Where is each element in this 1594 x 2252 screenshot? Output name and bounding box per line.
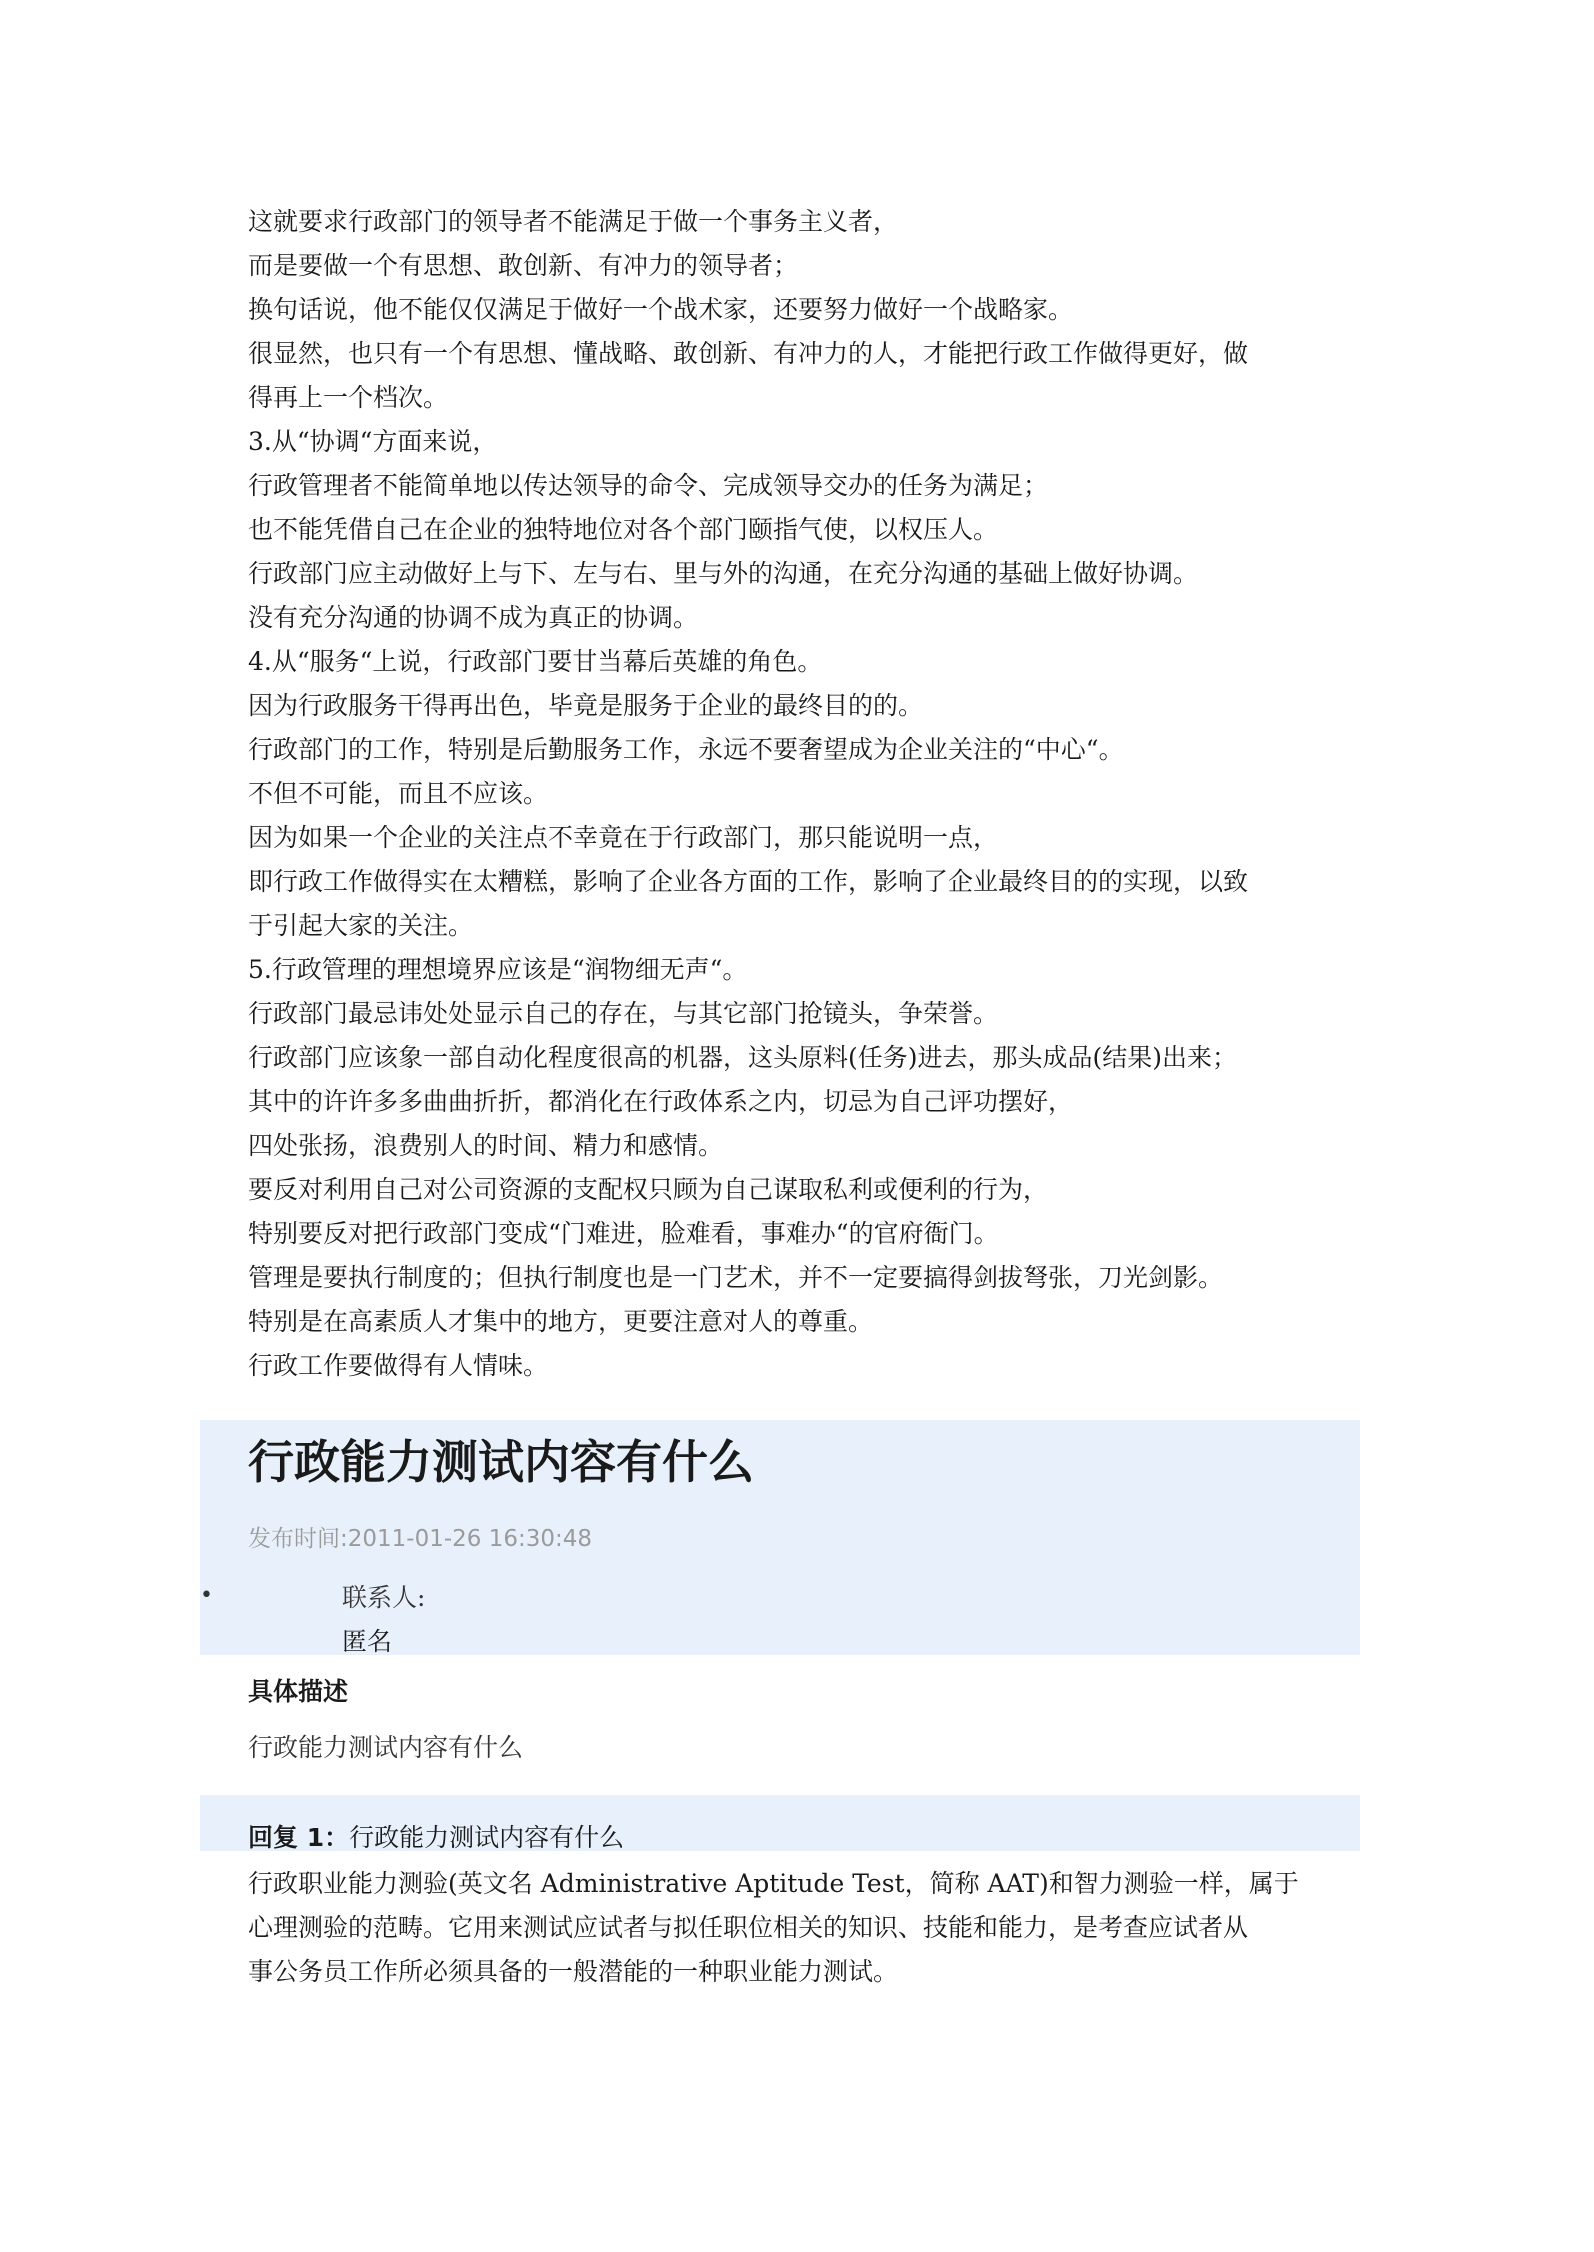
- body-line: 于引起大家的关注。: [248, 911, 474, 940]
- body-line: 换句话说，他不能仅仅满足于做好一个战术家，还要努力做好一个战略家。: [248, 295, 1074, 324]
- body-line: 四处张扬，浪费别人的时间、精力和感情。: [248, 1131, 724, 1160]
- body-line: 即行政工作做得实在太糟糕，影响了企业各方面的工作，影响了企业最终目的的实现，以致: [248, 867, 1249, 896]
- body-line: 行政工作要做得有人情味。: [248, 1351, 549, 1380]
- body-line: 3.从“协调“方面来说，: [248, 427, 498, 456]
- body-line: 行政部门的工作，特别是后勤服务工作，永远不要奢望成为企业关注的“中心“。: [248, 735, 1124, 764]
- body-line: 要反对利用自己对公司资源的支配权只顾为自己谋取私利或便利的行为，: [248, 1175, 1049, 1204]
- body-line: 因为如果一个企业的关注点不幸竟在于行政部门，那只能说明一点，: [248, 823, 999, 852]
- bullet-dot-icon: •: [200, 1583, 213, 1608]
- contact-value: 匿名: [342, 1627, 393, 1656]
- body-line: 行政部门最忌讳处处显示自己的存在，与其它部门抢镜头，争荣誉。: [248, 999, 999, 1028]
- body-line: 而是要做一个有思想、敢创新、有冲力的领导者；: [248, 251, 799, 280]
- body-line: 因为行政服务干得再出色，毕竟是服务于企业的最终目的的。: [248, 691, 924, 720]
- body-line: 特别要反对把行政部门变成“门难进，脸难看，事难办“的官府衙门。: [248, 1219, 999, 1248]
- body-line: 也不能凭借自己在企业的独特地位对各个部门颐指气使，以权压人。: [248, 515, 999, 544]
- body-line: 5.行政管理的理想境界应该是“润物细无声“。: [248, 955, 748, 984]
- body-line: 行政部门应主动做好上与下、左与右、里与外的沟通，在充分沟通的基础上做好协调。: [248, 559, 1199, 588]
- body-line: 特别是在高素质人才集中的地方，更要注意对人的尊重。: [248, 1307, 874, 1336]
- reply-line: 事公务员工作所必须具备的一般潜能的一种职业能力测试。: [248, 1957, 899, 1986]
- body-line: 其中的许许多多曲曲折折，都消化在行政体系之内，切忌为自己评功摆好，: [248, 1087, 1074, 1116]
- body-line: 很显然，也只有一个有思想、懂战略、敢创新、有冲力的人，才能把行政工作做得更好，做: [248, 339, 1249, 368]
- body-line: 管理是要执行制度的；但执行制度也是一门艺术，并不一定要搞得剑拔弩张，刀光剑影。: [248, 1263, 1224, 1292]
- reply-body: [248, 1862, 1360, 1994]
- body-line: 得再上一个档次。: [248, 383, 449, 412]
- publish-time: 发布时间:2011-01-26 16:30:48: [248, 1526, 593, 1552]
- body-line: 4.从“服务“上说，行政部门要甘当幕后英雄的角色。: [248, 647, 823, 676]
- reply-heading: [248, 1818, 624, 1854]
- body-line: 没有充分沟通的协调不成为真正的协调。: [248, 603, 699, 632]
- body-line: 不但不可能，而且不应该。: [248, 779, 549, 808]
- description-text: 行政能力测试内容有什么: [248, 1733, 524, 1762]
- description-heading: 具体描述: [248, 1677, 349, 1706]
- body-line: 行政管理者不能简单地以传达领导的命令、完成领导交办的任务为满足；: [248, 471, 1049, 500]
- body-line: 这就要求行政部门的领导者不能满足于做一个事务主义者，: [248, 207, 899, 236]
- reply-line: 行政职业能力测验(英文名 Administrative Aptitude Test，简称 AAT)和智力测验一样，属于: [248, 1869, 1299, 1898]
- reply-label: 回复 1：: [248, 1823, 350, 1852]
- reply-line: 心理测验的范畴。它用来测试应试者与拟任职位相关的知识、技能和能力，是考查应试者从: [248, 1913, 1249, 1942]
- body-line: 行政部门应该象一部自动化程度很高的机器，这头原料(任务)进去，那头成品(结果)出来；: [248, 1043, 1238, 1072]
- contact-label: 联系人:: [342, 1583, 426, 1612]
- reply-title: 行政能力测试内容有什么: [349, 1823, 625, 1852]
- body-text: [248, 200, 1360, 1388]
- article-title: 行政能力测试内容有什么: [248, 1435, 754, 1489]
